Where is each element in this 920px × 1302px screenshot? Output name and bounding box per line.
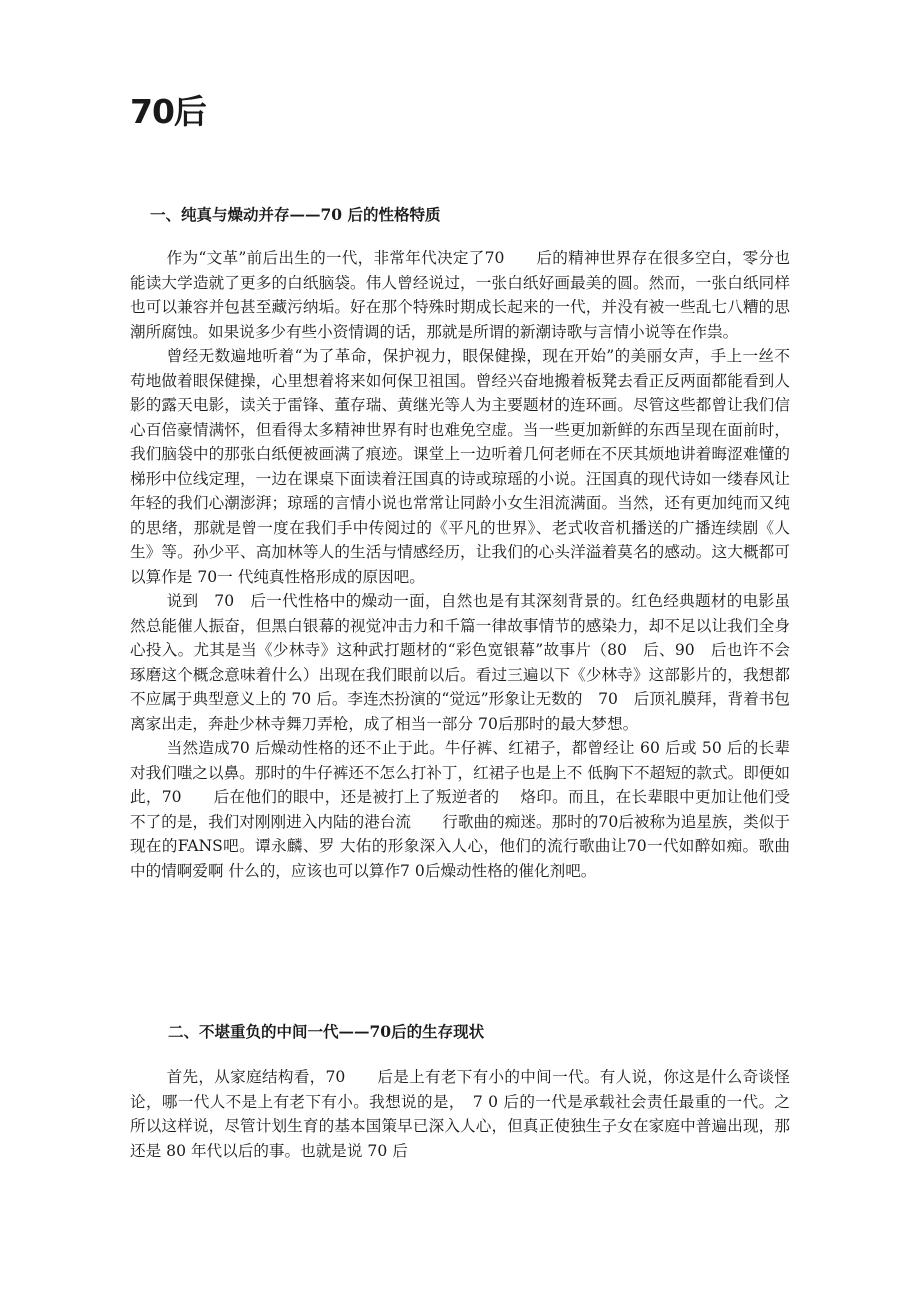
paragraph: 曾经无数遍地听着“为了革命，保护视力，眼保健操，现在开始”的美丽女声，手上一丝不苟地做着眼保健操，心里想着将来如何保卫祖国。曾经兴奋地搬着板凳去看正反两面都能看到人影的露天电影，读关于雷锋、董存瑞、黄继光等人为主要题材的连环画。尽管这些都曾让我们信心百倍豪情满怀，但看得太多精神世界有时也难免空虚。当一些更加新鲜的东西呈现在面前时，我们脑袋中的那张白纸便被画满了痕迹。课堂上一边听着几何老师在不厌其烦地讲着晦涩难懂的梯形中位线定理，一边在课桌下面读着汪国真的诗或琼瑶的小说。汪国真的现代诗如一缕春风让年轻的我们心潮澎湃；琼瑶的言情小说也常常让同龄小女生泪流满面。当然，还有更加纯而又纯的思绪，那就是曾一度在我们手中传阅过的《平凡的世界》、老式收音机播送的广播连续剧《人生》等。孙少平、高加林等人的生活与情感经历，让我们的心头洋溢着莫名的感动。这大概都可以算作是 70一 代纯真性格形成的原因吧。 <box>130 347 790 586</box>
paragraph: 首先，从家庭结构看，70 后是上有老下有小的中间一代。有人说，你这是什么奇谈怪论，哪一代人不是上有老下有小。我想说的是， 7 0 后的一代是承载社会责任最重的一代。之所以这样说，尽管计划生育的基本国策早已深入人心，但真正使独生子女在家庭中普遍出现，那还是 80 年代以后的事。也就是说 70 后 <box>130 1068 790 1160</box>
section-1-body <box>130 246 790 883</box>
section-2-body <box>130 1065 790 1163</box>
section-heading-1: 一、纯真与燥动并存——70 后的性格特质 <box>150 205 441 224</box>
paragraph: 说到 70 后一代性格中的燥动一面，自然也是有其深刻背景的。红色经典题材的电影虽然总能催人振奋，但黑白银幕的视觉冲击力和千篇一律故事情节的感染力，却不足以让我们全身心投入。尤其是当《少林寺》这种武打题材的“彩色宽银幕”故事片（80 后、90 后也许不会琢磨这个概念意味着什么）出现在我们眼前以后。看过三遍以下《少林寺》这部影片的，我想都不应属于典型意义上的 70 后。李连杰扮演的“觉远”形象让无数的 70 后顶礼膜拜，背着书包离家出走，奔赴少林寺舞刀弄枪，成了相当一部分 70后那时的最大梦想。 <box>130 592 790 733</box>
paragraph: 当然造成70 后燥动性格的还不止于此。牛仔裤、红裙子，都曾经让 60 后或 50 后的长辈对我们嗤之以鼻。那时的牛仔裤还不怎么打补丁，红裙子也是上不 低胸下不超短的款式。即便如此，70 后在他们的眼中，还是被打上了叛逆者的 烙印。而且，在长辈眼中更加让他们受不了的是，我们对刚刚进入内陆的港台流 行歌曲的痴迷。那时的70后被称为追星族，类似于现在的FANS吧。谭永麟、罗 大佑的形象深入人心，他们的流行歌曲让70一代如醉如痴。歌曲中的情啊爱啊 什么的，应该也可以算作7 0后燥动性格的催化剂吧。 <box>130 739 790 880</box>
document-title: 70后 <box>130 92 206 131</box>
paragraph: 作为“文革”前后出生的一代，非常年代决定了70 后的精神世界存在很多空白，零分也能读大学造就了更多的白纸脑袋。伟人曾经说过，一张白纸好画最美的圆。然而，一张白纸同样也可以兼容并包甚至藏污纳垢。好在那个特殊时期成长起来的一代，并没有被一些乱七八糟的思潮所腐蚀。如果说多少有些小资情调的话，那就是所谓的新潮诗歌与言情小说等在作祟。 <box>130 249 790 341</box>
section-heading-2: 二、不堪重负的中间一代——70后的生存现状 <box>168 1022 485 1041</box>
